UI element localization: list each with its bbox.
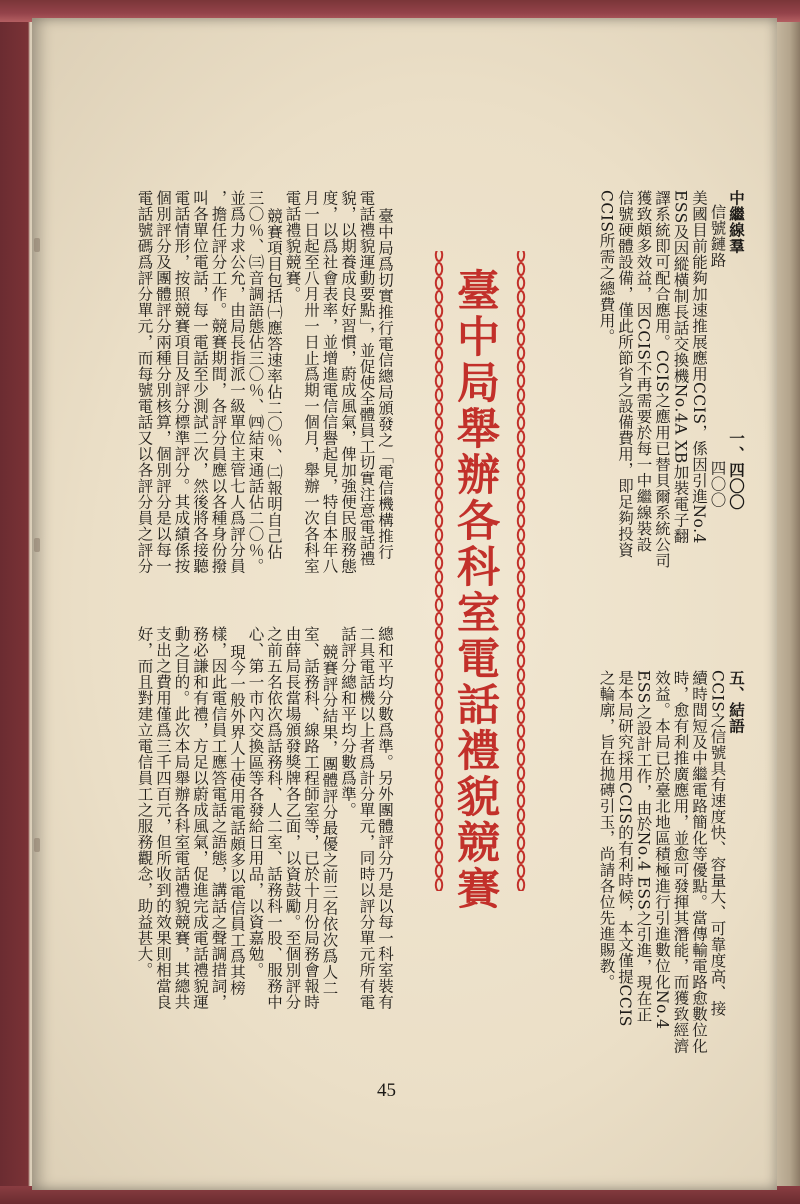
article-body-upper: [135, 190, 394, 630]
chain-link: [518, 669, 524, 681]
chain-link: [518, 305, 524, 317]
conclusion-line: ESS之設計工作，由於No.4 ESS之引進，現在正: [634, 670, 653, 1023]
chain-link: [518, 347, 524, 359]
article_lower-line: 二具電話機以上者爲計分單元，同時以評分單元所有電: [357, 626, 376, 1010]
chain-link: [436, 445, 442, 457]
chain-link: [436, 389, 442, 401]
chain-link: [518, 809, 524, 821]
chain-link: [436, 375, 442, 387]
chain-link: [518, 795, 524, 807]
chain-link: [518, 781, 524, 793]
chain-link: [518, 571, 524, 583]
chain-link: [436, 753, 442, 765]
conclusion-line: 效益。本局已於臺北地區積極進行引進數位化No.4: [653, 670, 671, 1030]
chain-link: [436, 319, 442, 331]
article-title: 臺中局舉辦各科室電話禮貌競賽: [450, 268, 500, 912]
chain-link: [436, 263, 442, 275]
chain-link: [436, 697, 442, 709]
chain-link: [436, 599, 442, 611]
chain-link: [518, 641, 524, 653]
article_upper-line: 並爲力求公允，由局長指派一級單位主管七人爲評分員: [228, 190, 246, 574]
chain-link: [518, 251, 524, 261]
prev_section-line: ESS及因縱橫制長話交換機No.4A XB加裝電子翻: [671, 190, 690, 544]
chain-link: [436, 809, 442, 821]
previous-article-section: [597, 190, 745, 620]
article_lower-line: 之前五名依次爲話務科、人二室、話務科一股、服務中: [265, 626, 283, 1010]
chain-link: [436, 627, 442, 639]
chain-link: [436, 557, 442, 569]
article_lower-line: 現今一般外界人士使用電話頗多以電信員工爲其榜: [228, 644, 246, 996]
prev_section-line: 獲致頗多效益，因CCIS不再需要於每一中繼線裝設: [634, 190, 653, 553]
article_upper-line: 電話號碼爲評分單元，而每號電話又以各評分員之評分: [135, 190, 154, 574]
article_lower-line: 樣，因此電信員工應答電話之語態，講話之聲調措詞，: [209, 626, 228, 1010]
chain-link: [518, 487, 524, 499]
page-number: 45: [377, 1080, 396, 1101]
chain-link: [436, 361, 442, 373]
conclusion-line: 五、結語: [727, 670, 746, 734]
chain-link: [518, 333, 524, 345]
article_lower-line: 由薛局長當場頒發獎牌各乙面，以資鼓勵。至個別評分: [283, 626, 302, 1010]
article_upper-line: 競賽項目包括㈠應答速率佔二〇％、㈡報明自己佔: [265, 208, 283, 560]
chain-link: [518, 599, 524, 611]
chain-link: [518, 319, 524, 331]
chain-link: [436, 501, 442, 513]
chain-link: [436, 277, 442, 289]
chain-link: [436, 655, 442, 667]
chain-link: [436, 837, 442, 849]
chain-link: [518, 431, 524, 443]
conclusion-section: [597, 670, 745, 1070]
chain-link: [518, 753, 524, 765]
chain-link: [518, 879, 524, 891]
article_upper-line: 叫各單位電話，每一電話至少測試二次，然後將各接聽: [191, 190, 209, 574]
article_lower-line: 好，而且對建立電信員工之服務觀念，助益甚大。: [135, 626, 154, 978]
chain-link: [518, 655, 524, 667]
chain-link: [436, 795, 442, 807]
chain-link: [518, 501, 524, 513]
chain-link: [518, 263, 524, 275]
chain-link: [436, 333, 442, 345]
chain-link: [436, 585, 442, 597]
chain-link: [436, 543, 442, 555]
prev_section-line: 信號鏈路 四〇〇: [708, 204, 727, 508]
chain-link: [518, 557, 524, 569]
chain-link: [436, 473, 442, 485]
article_upper-line: 個別評分及團體評分兩種分別核算，個別評分是以每一: [154, 190, 172, 574]
conclusion-line: 時，愈有利推廣應用，並愈可發揮其潛能，而獲致經濟: [671, 670, 690, 1054]
prev_section-line: 譯系統即可配合應用。CCIS之應用已替貝爾系統公司: [653, 190, 671, 569]
chain-link: [436, 571, 442, 583]
chain-link: [518, 627, 524, 639]
chain-link: [518, 725, 524, 737]
article_lower-line: 動之目的。此次本局舉辦各科室電話禮貌競賽，其總共: [172, 626, 191, 1010]
chain-link: [436, 725, 442, 737]
article_upper-line: 貌，以期養成良好習慣，蔚成風氣，俾加強便民服務態: [339, 190, 357, 574]
article_lower-line: 支出之費用僅爲三千四百元，但所收到的效果則相當良: [154, 626, 172, 1010]
conclusion-line: 是本局研究採用CCIS的有利時候，本文僅提CCIS: [616, 670, 634, 1027]
chain-link: [518, 277, 524, 289]
article_lower-line: 話評分總和平均分數爲準。: [339, 626, 357, 818]
prev_section-line: CCIS所需之總費用。: [597, 190, 616, 345]
article_upper-line: ，擔任評分工作。競賽期間，各評分員應以各種身份撥: [209, 190, 228, 574]
article_upper-line: 月一日起至八月卅一日止爲期一個月，舉辦一次各科室: [302, 190, 320, 574]
chain-link: [436, 251, 442, 261]
article_upper-line: 電話禮貌運動要點」，並促使全體員工切實注意電話禮: [357, 190, 376, 567]
chain-link: [436, 683, 442, 695]
chain-link: [436, 459, 442, 471]
chain-link: [436, 711, 442, 723]
article_upper-line: 三〇％、㈢音調語態佔三〇％、㈣結束通話佔二〇％。: [246, 190, 265, 574]
article_lower-line: 室、話務科、線路工程師室等，已於十月份局務會報時: [302, 626, 320, 1010]
chain-link: [518, 683, 524, 695]
chain-link: [436, 417, 442, 429]
chain-link: [518, 403, 524, 415]
chain-link: [518, 291, 524, 303]
article_upper-line: 電話情形，按照競賽項目及評分標準評分。其成績係按: [172, 190, 191, 574]
chain-link: [436, 739, 442, 751]
conclusion-line: 之輪廓，旨在拋磚引玉，尚請各位先進賜教。: [597, 670, 616, 990]
chain-link: [518, 837, 524, 849]
chain-link: [518, 543, 524, 555]
article-body-lower: [135, 626, 394, 1056]
article_upper-line: 臺中局爲切實推行電信總局頒發之「電信機構推行: [376, 208, 394, 560]
article_upper-line: 電話禮貌競賽。: [283, 190, 302, 302]
title-chain-ornament-right: [514, 251, 528, 891]
chain-link: [518, 459, 524, 471]
chain-link: [518, 823, 524, 835]
chain-link: [518, 739, 524, 751]
chain-link: [436, 767, 442, 779]
chain-link: [436, 529, 442, 541]
binding-stitch: [34, 538, 40, 552]
article_upper-line: 度，以爲社會表率，並增進電信信譽起見，特自本年八: [320, 190, 339, 574]
article_lower-line: 競賽評分結果，團體評分最優之前三名依次爲人二: [320, 644, 339, 996]
article_lower-line: 心、第一市內交換區等各發給日用品，以資嘉勉。: [246, 626, 265, 978]
chain-link: [436, 305, 442, 317]
article_lower-line: 務必謙和有禮，方足以蔚成風氣，促進完成電話禮貌運: [191, 626, 209, 1010]
chain-link: [436, 515, 442, 527]
chain-link: [436, 403, 442, 415]
chain-link: [436, 347, 442, 359]
prev_section-line: 中繼線羣 一、四〇〇: [727, 190, 746, 510]
chain-link: [436, 613, 442, 625]
chain-link: [436, 851, 442, 863]
chain-link: [518, 445, 524, 457]
chain-link: [436, 669, 442, 681]
chain-link: [518, 529, 524, 541]
prev_section-line: 信號硬體設備，僅此所節省之設備費用，即足夠投資: [616, 190, 634, 558]
chain-link: [518, 851, 524, 863]
chain-link: [518, 473, 524, 485]
chain-link: [518, 613, 524, 625]
chain-link: [518, 865, 524, 877]
chain-link: [436, 641, 442, 653]
chain-link: [518, 375, 524, 387]
chain-link: [518, 361, 524, 373]
chain-link: [518, 515, 524, 527]
chain-link: [518, 711, 524, 723]
chain-link: [436, 823, 442, 835]
binding-stitch: [34, 838, 40, 852]
chain-link: [518, 389, 524, 401]
chain-link: [436, 879, 442, 891]
chain-link: [518, 767, 524, 779]
prev_section-line: 美國目前能夠加速推展應用CCIS，係因引進No.4: [690, 190, 708, 544]
book-page: [32, 18, 777, 1190]
title-chain-ornament-left: [432, 251, 446, 891]
chain-link: [436, 487, 442, 499]
binding-stitch: [34, 238, 40, 252]
chain-link: [518, 697, 524, 709]
chain-link: [436, 865, 442, 877]
conclusion-line: 續時間短及中繼電路簡化等優點。當傳輸電路愈數位化: [690, 670, 708, 1054]
chain-link: [518, 585, 524, 597]
chain-link: [518, 417, 524, 429]
conclusion-line: CCIS之信號具有速度快、容量大、可靠度高、接: [708, 670, 727, 1017]
chain-link: [436, 431, 442, 443]
chain-link: [436, 291, 442, 303]
chain-link: [436, 781, 442, 793]
article_lower-line: 總和平均分數爲準。另外團體評分乃是以每一科室裝有: [376, 626, 394, 1010]
